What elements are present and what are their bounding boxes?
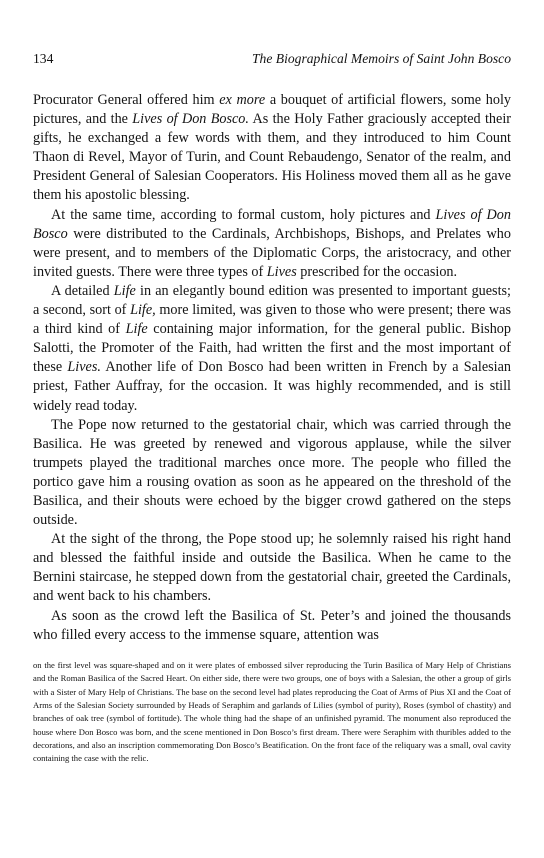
paragraph <box>33 530 511 606</box>
text-run: Another life of Don Bosco had been written in French by a Salesian priest, Father Auffray, for the occasion. It was highly recommended, and is still widely read today. <box>33 359 512 414</box>
text-run: Procurator General offered him <box>33 92 220 108</box>
italic-text: Life <box>125 321 148 338</box>
body-text <box>33 91 511 645</box>
italic-text: Lives. <box>67 359 101 376</box>
text-run: prescribed for the occasion. <box>296 263 458 280</box>
italic-text: Lives of Don Bosco <box>33 206 511 242</box>
text-run: As soon as the crowd left the Basilica of St. Peter’s and joined the thousands who filled every access to the immense square, attention was <box>33 607 511 643</box>
footnote-text: on the first level was square-shaped and on it were plates of embossed silver reproducing the Turin Basilica of Mary Help of Christians and the Roman Basilica of the Sacred Heart. On either side, there were two groups, one of boys with a Salesian, the other a group of girls with a Sister of Mary Help of Christians. The base on the second level had plates reproducing the Coat of Arms of Pius XI and the Coat of Arms of the Salesian Society surrounded by Heads of Seraphim and garlands of Lilies (symbol of purity), Roses (symbol of chastity) and branches of oak tree (symbol of fortitude). The whole thing had the shape of an unfinished pyramid. The monument also reproduced the house where Don Bosco was born, and the scene mentioned in Don Bosco’s first dream. There were Seraphim with thuribles added to the decorations, and also an inscription commemorating Don Bosco’s Beatification. On the front face of the reliquary was a small, oval cavity containing the case with the relic. <box>33 660 511 764</box>
text-run: The Pope now returned to the gestatorial chair, which was carried through the Basilica. He was greeted by renewed and vigorous applause, while the silver trumpets played the traditional marches once more. The people who filled the portico gave him a rousing ovation as soon as he appeared on the threshold of the Basilica, and their shouts were echoed by the bigger crowd gathered on the steps outside. <box>33 416 511 529</box>
text-run: more limited, was given to those who were present; there was a third kind of <box>33 302 511 338</box>
footnote <box>33 659 511 766</box>
running-title: The Biographical Memoirs of Saint John Bosco <box>251 51 511 66</box>
paragraph <box>33 91 511 206</box>
text-run: A detailed <box>51 282 114 299</box>
paragraph <box>33 282 511 416</box>
text-run: were distributed to the Cardinals, Archbishops, Bishops, and Prelates who were present, and to members of the Diplomatic Corps, the aristocracy, and other invited guests. There were three types of <box>33 225 511 280</box>
text-run: At the same time, according to formal custom, holy pictures and <box>51 206 436 223</box>
paragraph <box>33 206 511 282</box>
paragraph <box>33 416 511 531</box>
italic-text: Life, <box>130 302 156 319</box>
paragraph <box>33 607 511 645</box>
italic-text: Lives of Don Bosco. <box>132 111 249 128</box>
italic-text: ex more <box>219 92 266 108</box>
text-run: in an elegantly bound edition was presented to important guests; a second, sort of <box>33 282 511 319</box>
page-number: 134 <box>33 51 54 66</box>
page-header <box>33 50 511 68</box>
italic-text: Life <box>113 282 136 299</box>
text-run: As the Holy Father graciously accepted their gifts, he exchanged a few words with them, and they introduced to him Count Thaon di Revel, Mayor of Turin, and Count Rebaudengo, Senator of the realm, and President General of Salesian Cooperators. His Holiness moved them all as he gave them his apostolic blessing. <box>33 111 511 204</box>
text-run: a bouquet of artificial flowers, some holy pictures, and the <box>33 92 511 128</box>
italic-text: Lives <box>266 263 297 280</box>
text-run: containing major information, for the general public. Bishop Salotti, the Promoter of the Faith, had written the first and the most important of these <box>33 321 511 376</box>
text-run: At the sight of the throng, the Pope stood up; he solemnly raised his right hand and blessed the faithful inside and outside the Basilica. When he came to the Bernini staircase, he stepped down from the gestatorial chair, greeted the Cardinals, and went back to his chambers. <box>33 531 511 605</box>
